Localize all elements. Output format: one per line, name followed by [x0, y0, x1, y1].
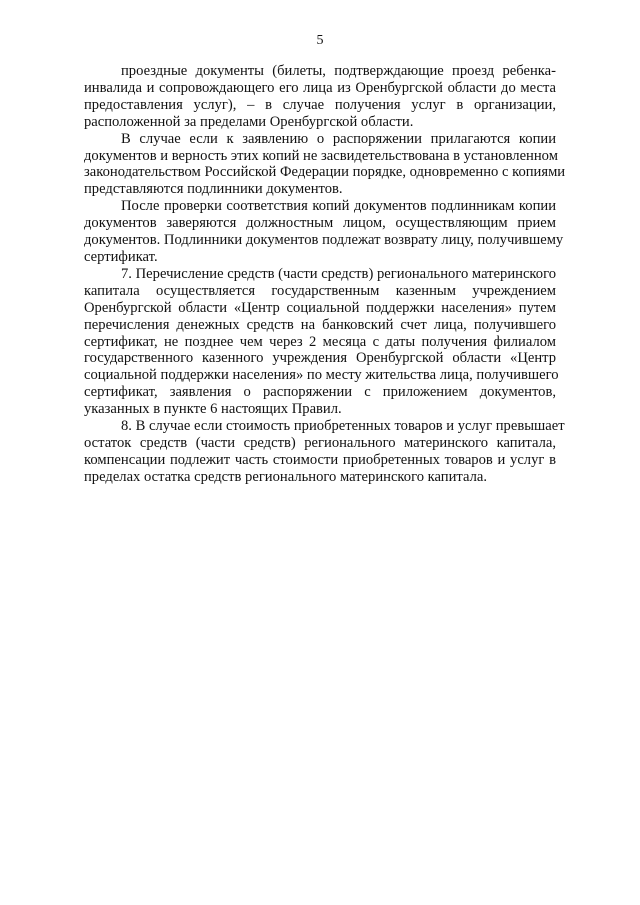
paragraph [84, 418, 565, 486]
document-body [84, 63, 566, 486]
text-line: остаток средств (части средств) регионального материнского капитала, [84, 434, 556, 451]
paragraph [84, 63, 556, 131]
text-line: документов заверяются должностным лицом, осуществляющим прием [84, 215, 556, 232]
text-line: инвалида и сопровождающего его лица из Оренбургской области до места [84, 79, 556, 96]
text-line: Оренбургской области «Центр социальной поддержки населения» путем [84, 299, 556, 316]
text-line: представляются подлинники документов. [84, 181, 343, 198]
text-line: 7. Перечисление средств (части средств) регионального материнского [121, 265, 556, 282]
text-line: 8. В случае если стоимость приобретенных товаров и услуг превышает [121, 418, 565, 435]
page-number: 5 [316, 33, 324, 48]
text-line: сертификат, не позднее чем через 2 месяца с даты получения филиалом [84, 333, 556, 350]
paragraph [84, 265, 559, 418]
text-line: законодательством Российской Федерации порядке, одновременно с копиями [84, 164, 566, 181]
text-line: сертификат. [84, 248, 158, 265]
text-line: указанных в пункте 6 настоящих Правил. [84, 401, 342, 418]
text-line: государственного казенного учреждения Оренбургской области «Центр [84, 350, 556, 367]
text-line: пределах остатка средств регионального материнского капитала. [84, 468, 487, 485]
text-line: документов и верность этих копий не засвидетельствована в установленном [84, 147, 558, 164]
paragraph [84, 198, 564, 266]
text-line: социальной поддержки населения» по месту жительства лица, получившего [84, 367, 559, 384]
paragraph [84, 130, 566, 199]
text-line: капитала осуществляется государственным казенным учреждением [84, 282, 556, 299]
text-line: После проверки соответствия копий документов подлинникам копии [121, 198, 556, 215]
text-line: проездные документы (билеты, подтверждающие проезд ребенка- [121, 63, 556, 79]
text-line: документов. Подлинники документов подлежат возврату лицу, получившему [84, 232, 564, 249]
text-line: сертификат, заявления о распоряжении с приложением документов, [84, 384, 556, 401]
text-line: перечисления денежных средств на банковский счет лица, получившего [84, 316, 556, 333]
text-line: расположенной за пределами Оренбургской области. [84, 113, 414, 130]
text-line: компенсации подлежит часть стоимости приобретенных товаров и услуг в [84, 451, 556, 468]
text-line: В случае если к заявлению о распоряжении прилагаются копии [121, 130, 556, 147]
text-line: предоставления услуг), – в случае получения услуг в организации, [84, 96, 556, 113]
